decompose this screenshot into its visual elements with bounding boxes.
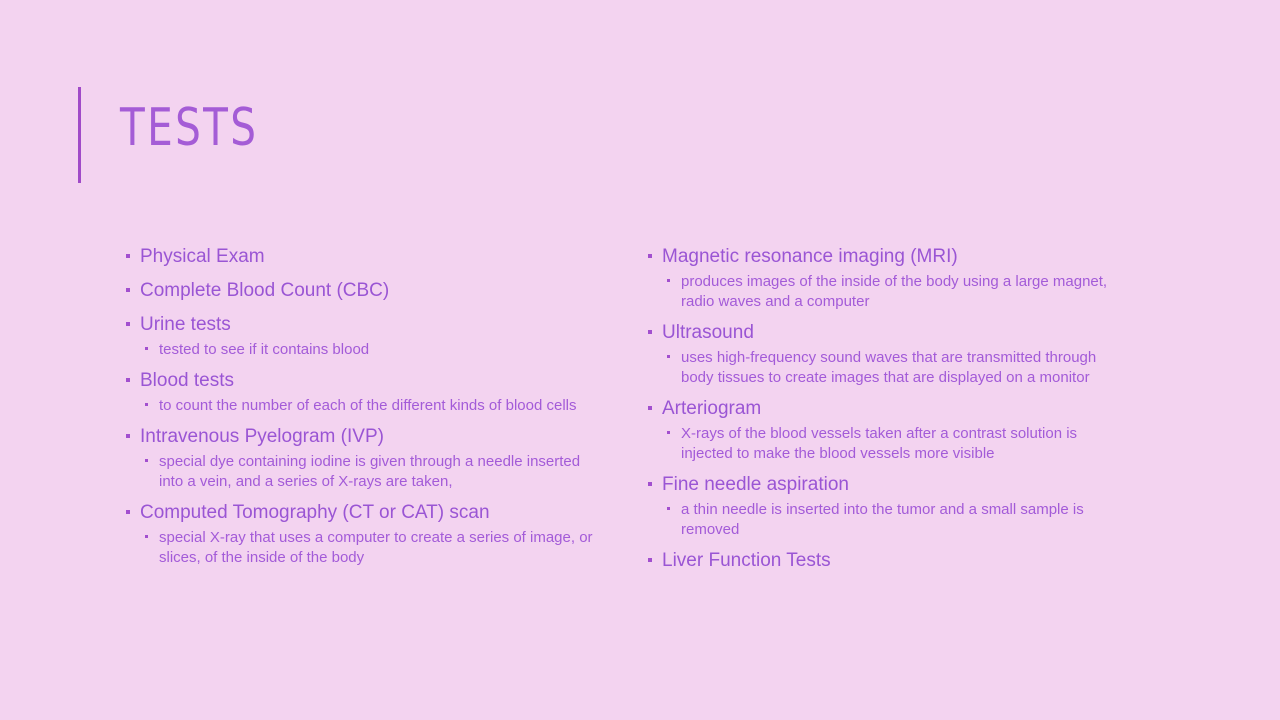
square-bullet-icon <box>648 254 652 258</box>
item-label: Complete Blood Count (CBC) <box>140 280 390 301</box>
square-bullet-icon <box>648 330 652 334</box>
list-item-blood-tests <box>126 368 606 416</box>
item-label: Intravenous Pyelogram (IVP) <box>140 426 384 447</box>
sub-item-text: special dye containing iodine is given through a needle inserted into a vein, and a series of X-rays are taken, <box>159 453 581 490</box>
title-accent-bar <box>78 87 81 183</box>
list-item-arteriogram <box>648 396 1128 464</box>
sub-list-item <box>140 452 606 492</box>
list-item-physical-exam <box>126 244 606 270</box>
square-bullet-icon <box>145 347 148 350</box>
sub-list-item <box>662 272 1128 312</box>
square-bullet-icon <box>667 279 670 282</box>
square-bullet-icon <box>126 288 130 292</box>
item-label: Liver Function Tests <box>662 550 831 571</box>
right-column <box>648 244 1128 582</box>
right-bullet-list <box>648 244 1128 574</box>
sub-list <box>662 348 1128 388</box>
left-bullet-list <box>126 244 606 568</box>
square-bullet-icon <box>648 406 652 410</box>
list-item-fine-needle-aspiration <box>648 472 1128 540</box>
sub-item-text: special X-ray that uses a computer to create a series of image, or slices, of the inside of the body <box>159 529 593 566</box>
square-bullet-icon <box>145 403 148 406</box>
sub-list <box>662 424 1128 464</box>
item-label: Blood tests <box>140 370 234 391</box>
sub-list <box>140 340 606 360</box>
sub-item-text: produces images of the inside of the body using a large magnet, radio waves and a computer <box>681 273 1108 310</box>
slide-title: TESTS <box>120 98 259 158</box>
square-bullet-icon <box>648 558 652 562</box>
square-bullet-icon <box>667 507 670 510</box>
square-bullet-icon <box>126 322 130 326</box>
square-bullet-icon <box>126 254 130 258</box>
item-label: Arteriogram <box>662 398 762 419</box>
list-item-ivp <box>126 424 606 492</box>
list-item-urine-tests <box>126 312 606 360</box>
sub-list-item <box>140 340 606 360</box>
list-item-ultrasound <box>648 320 1128 388</box>
item-label: Fine needle aspiration <box>662 474 849 495</box>
item-label: Physical Exam <box>140 246 265 267</box>
sub-list-item <box>662 500 1128 540</box>
sub-list <box>662 500 1128 540</box>
list-item-ct-scan <box>126 500 606 568</box>
sub-list <box>140 452 606 492</box>
sub-item-text: to count the number of each of the different kinds of blood cells <box>159 397 577 414</box>
list-item-cbc <box>126 278 606 304</box>
item-label: Magnetic resonance imaging (MRI) <box>662 246 958 267</box>
sub-item-text: X-rays of the blood vessels taken after a contrast solution is injected to make the blood vessels more visible <box>681 425 1078 462</box>
sub-list-item <box>662 424 1128 464</box>
sub-item-text: uses high-frequency sound waves that are transmitted through body tissues to create images that are displayed on a monitor <box>681 349 1097 386</box>
square-bullet-icon <box>667 355 670 358</box>
item-label: Ultrasound <box>662 322 754 343</box>
square-bullet-icon <box>648 482 652 486</box>
square-bullet-icon <box>145 459 148 462</box>
sub-list <box>140 396 606 416</box>
sub-item-text: a thin needle is inserted into the tumor and a small sample is removed <box>681 501 1084 538</box>
item-label: Computed Tomography (CT or CAT) scan <box>140 502 490 523</box>
item-label: Urine tests <box>140 314 231 335</box>
square-bullet-icon <box>126 510 130 514</box>
list-item-mri <box>648 244 1128 312</box>
sub-list-item <box>662 348 1128 388</box>
sub-list <box>662 272 1128 312</box>
square-bullet-icon <box>126 378 130 382</box>
square-bullet-icon <box>667 431 670 434</box>
square-bullet-icon <box>145 535 148 538</box>
sub-list-item <box>140 528 606 568</box>
sub-item-text: tested to see if it contains blood <box>159 341 370 358</box>
sub-list <box>140 528 606 568</box>
sub-list-item <box>140 396 606 416</box>
square-bullet-icon <box>126 434 130 438</box>
list-item-liver-function-tests <box>648 548 1128 574</box>
left-column <box>126 244 606 576</box>
